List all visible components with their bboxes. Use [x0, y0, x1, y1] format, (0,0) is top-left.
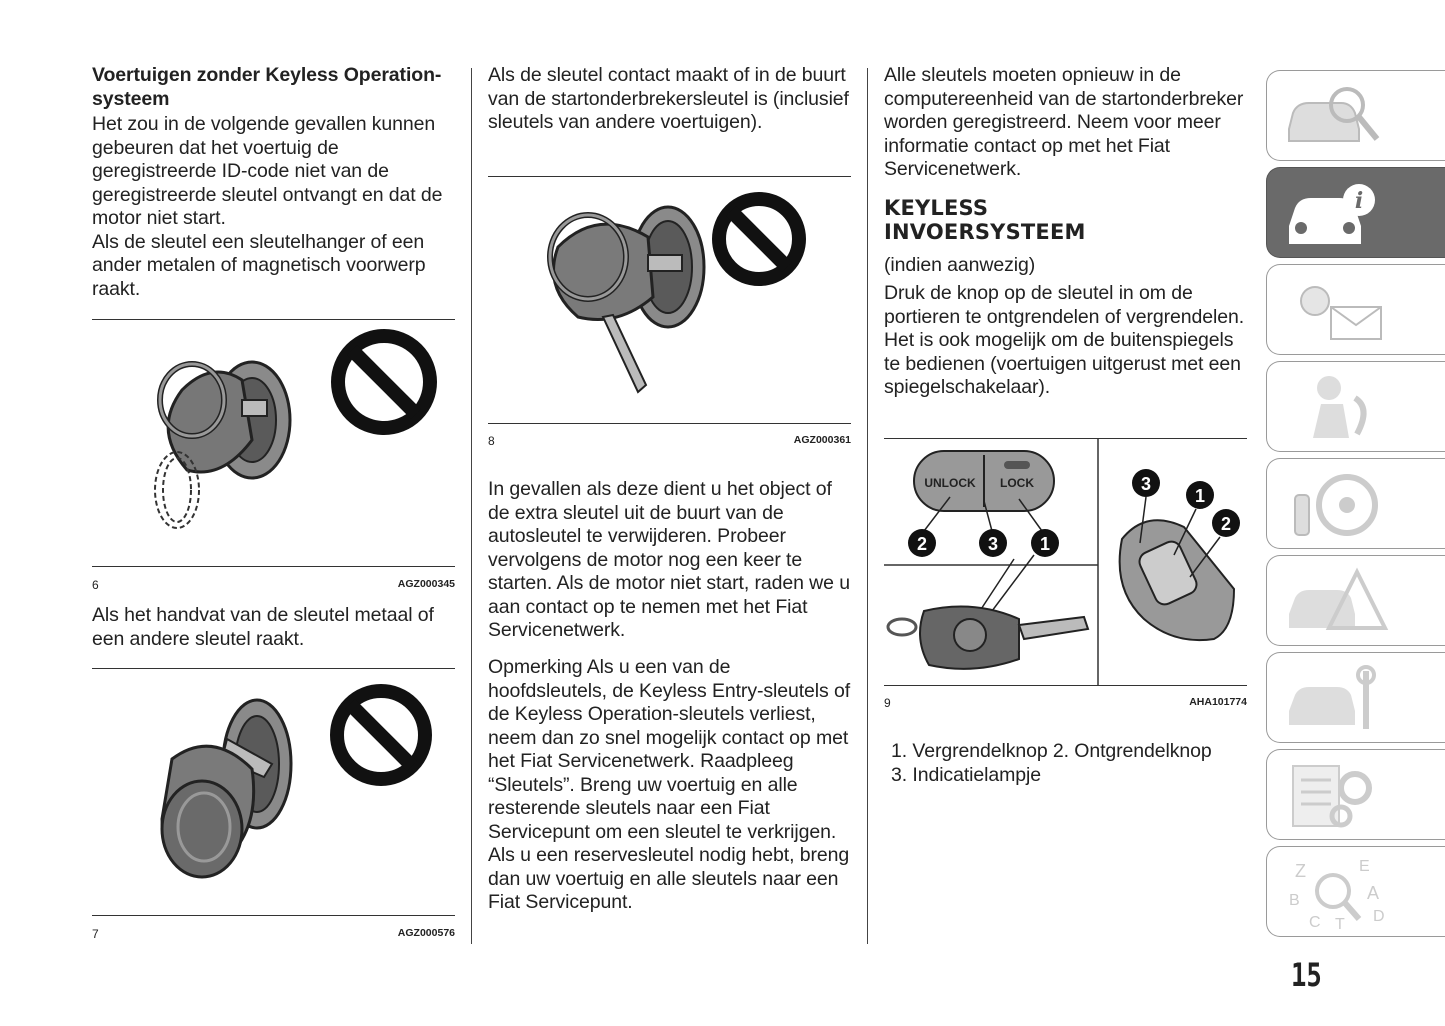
index-letter: A — [1367, 883, 1380, 903]
figure-8 — [488, 176, 851, 424]
legend-line: 1. Vergrendelknop 2. Ontgrendelknop — [891, 740, 1212, 762]
tab-index[interactable] — [1266, 846, 1445, 937]
tab-warning[interactable] — [1266, 555, 1445, 646]
figure-legend — [891, 740, 1251, 787]
index-letter: Z — [1295, 861, 1306, 881]
figure-number: 7 — [92, 927, 99, 941]
section-title-line: KEYLESS — [884, 195, 989, 220]
legend-line: 3. Indicatielampje — [891, 763, 1041, 786]
paragraph: In gevallen als deze dient u het object of de extra sleutel uit de buurt van de autosleutel te verwijderen. Probeer vervolgens de motor nog een keer te starten. Als de motor niet start, raden we u aan contact op te nemen met het Fiat Servicenetwerk. — [488, 478, 850, 641]
tab-lights-message[interactable] — [1266, 264, 1445, 355]
key-touching-key-illustration — [92, 669, 455, 915]
keyless-remote-illustration — [884, 439, 1247, 685]
car-search-icon — [1279, 77, 1389, 155]
tab-car-info[interactable] — [1266, 167, 1445, 258]
light-message-icon — [1279, 271, 1389, 349]
paragraph: Als de sleutel contact maakt of in de buurt van de startonderbrekersleutel is (inclusief sleutels van andere voertuigen). — [488, 64, 849, 133]
unlock-label: UNLOCK — [924, 476, 976, 490]
column-2 — [488, 64, 851, 913]
figure-code: AGZ000576 — [397, 927, 455, 939]
callout-2: 2 — [916, 534, 928, 554]
alphabet-search-icon — [1279, 853, 1389, 931]
key-with-keyring-illustration — [92, 320, 455, 566]
key-steering-wheel-icon — [1279, 465, 1389, 543]
figure-code: AHA101774 — [1189, 696, 1247, 708]
index-letter: C — [1309, 914, 1321, 931]
figure-7 — [92, 668, 455, 916]
figure-number: 8 — [488, 434, 495, 448]
safety-person-icon — [1279, 368, 1389, 446]
index-letter: B — [1289, 892, 1300, 909]
car-wrench-icon — [1279, 659, 1389, 737]
page-number: 15 — [1291, 956, 1322, 994]
callout-3: 3 — [1140, 474, 1152, 494]
index-letter: E — [1359, 858, 1370, 875]
lock-label: LOCK — [1000, 476, 1034, 490]
note-paragraph: Opmerking Als u een van de hoofdsleutels, de Keyless Entry-sleutels of de Keyless Operation-sleutels verliest, neem dan zo snel mogelijk contact op met het Fiat Servicenetwerk. Raadpleeg “Sleutels”. Breng uw voertuig en alle resterende sleutels naar een Fiat Servicepunt om een sleutel te verkrijgen. Als u een reservesleutel nodig hebt, breng dan uw voertuig en alle sleutels naar een Fiat Servicepunt. — [488, 656, 851, 913]
paragraph: Als het handvat van de sleutel metaal of een andere sleutel raakt. — [92, 604, 434, 650]
callout-1: 1 — [1194, 486, 1206, 506]
column-3 — [884, 64, 1247, 786]
tab-key-steering[interactable] — [1266, 458, 1445, 549]
figure-number: 6 — [92, 578, 99, 592]
paragraph: Als de sleutel een sleutelhanger of een ander metalen of magnetisch voorwerp raakt. — [92, 230, 426, 300]
figure-code: AGZ000361 — [793, 434, 851, 446]
section-title — [884, 196, 1247, 244]
callout-2: 2 — [1220, 514, 1232, 534]
column-divider — [867, 68, 868, 944]
tab-car-search[interactable] — [1266, 70, 1445, 161]
car-info-icon — [1279, 174, 1389, 252]
car-warning-icon — [1279, 562, 1389, 640]
callout-1: 1 — [1039, 534, 1051, 554]
index-letter: D — [1373, 908, 1385, 925]
availability-note: (indien aanwezig) — [884, 253, 1036, 276]
key-near-immobilizer-key-illustration — [488, 177, 851, 423]
figure-number: 9 — [884, 696, 891, 710]
tab-technical-data[interactable] — [1266, 749, 1445, 840]
paragraph: Het zou in de volgende gevallen kunnen gebeuren dat het voertuig de geregistreerde ID-code niet van de geregistreerde sleutel ontvangt en dat de motor niet start. — [92, 113, 443, 229]
figure-6 — [92, 319, 455, 567]
column-1 — [92, 64, 455, 941]
callout-3: 3 — [987, 534, 999, 554]
figure-9 — [884, 438, 1247, 686]
svg-text:i: i — [1354, 188, 1364, 214]
index-letter: T — [1335, 916, 1345, 931]
document-gear-icon — [1279, 756, 1389, 834]
column-divider — [471, 68, 472, 944]
section-title-line: INVOERSYSTEEM — [884, 219, 1086, 244]
paragraph: Alle sleutels moeten opnieuw in de computereenheid van de startonderbreker worden geregistreerd. Neem voor meer informatie contact op met het Fiat Servicenetwerk. — [884, 64, 1244, 180]
tab-maintenance[interactable] — [1266, 652, 1445, 743]
section-heading: Voertuigen zonder Keyless Operation-systeem — [92, 64, 442, 110]
paragraph: Druk de knop op de sleutel in om de portieren te ontgrendelen of vergrendelen. Het is ook mogelijk om de buitenspiegels te bedienen (voertuigen uitgerust met een spiegelschakelaar). — [884, 282, 1245, 398]
tab-safety-airbag[interactable] — [1266, 361, 1445, 452]
figure-code: AGZ000345 — [397, 578, 455, 590]
